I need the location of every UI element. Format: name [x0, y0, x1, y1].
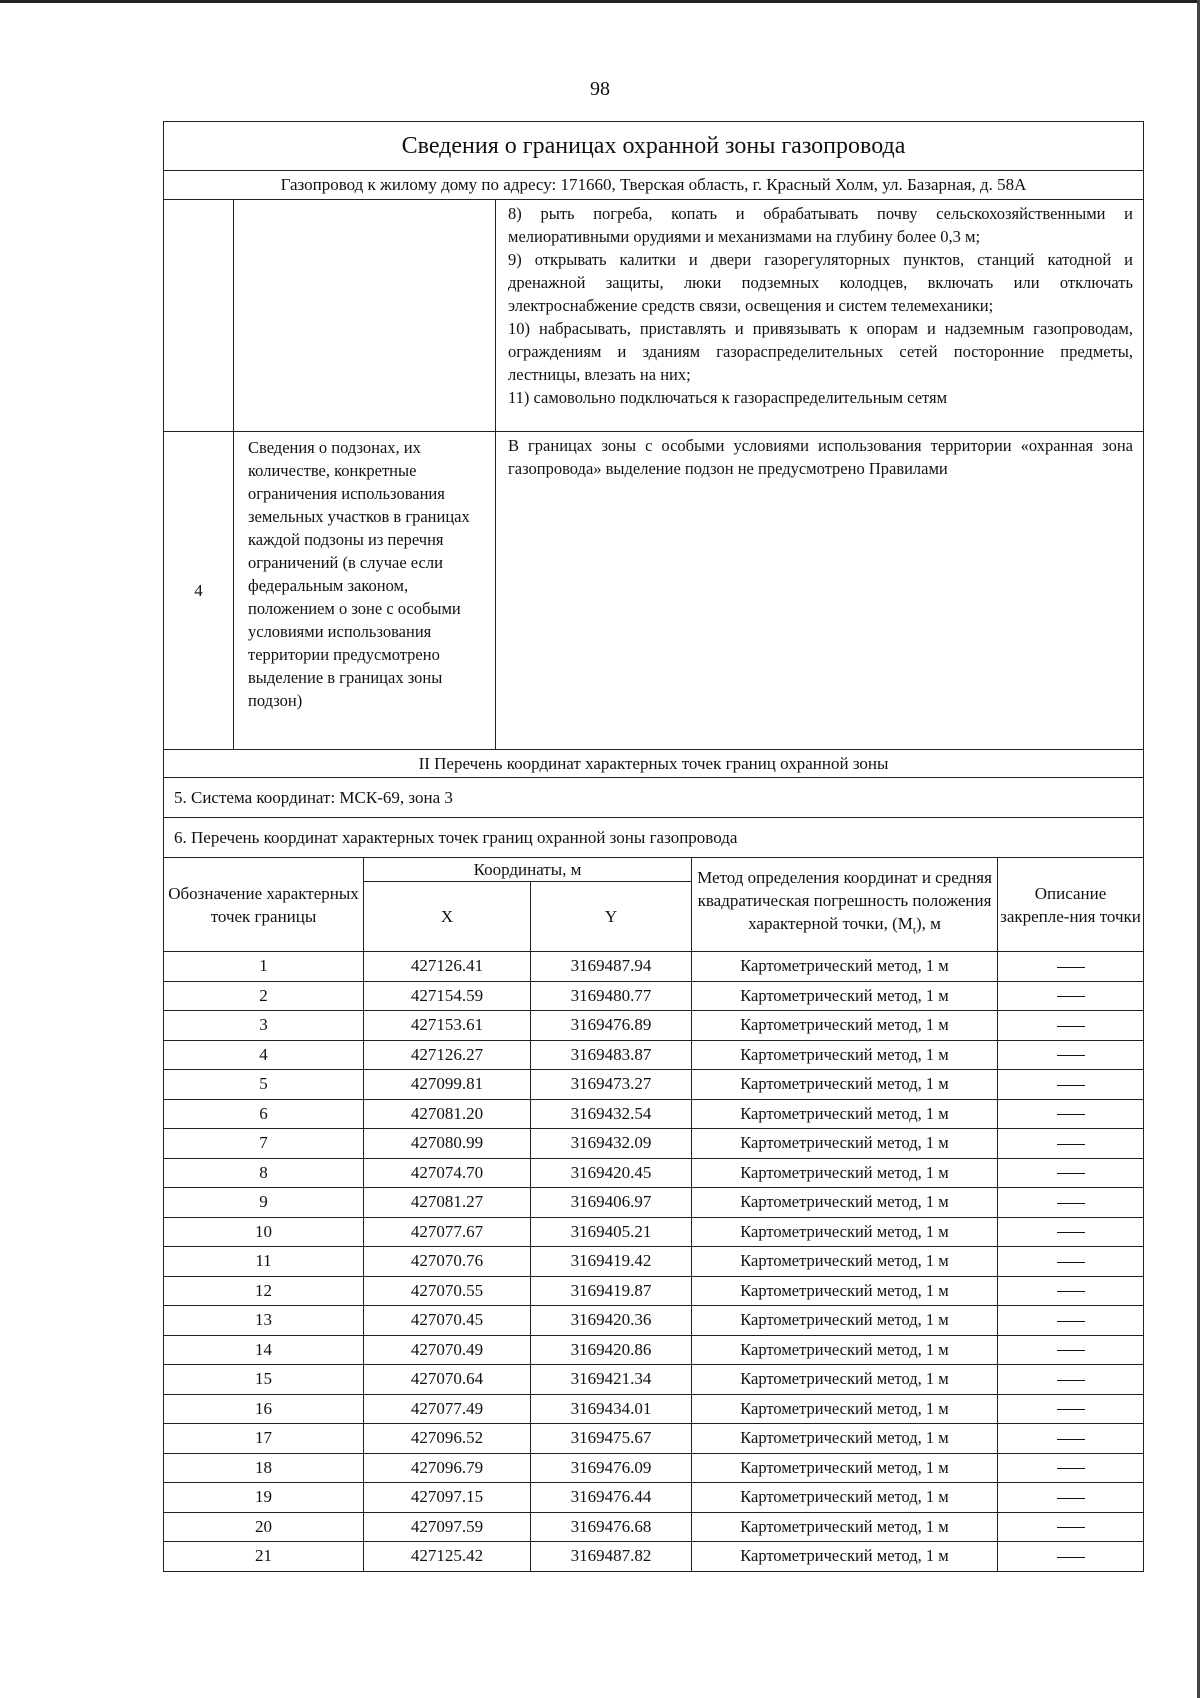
- coord-y: 3169476.44: [531, 1483, 692, 1513]
- coord-x: 427099.81: [364, 1070, 531, 1100]
- coord-x: 427074.70: [364, 1158, 531, 1188]
- method: Картометрический метод, 1 м: [692, 981, 998, 1011]
- coord-x: 427080.99: [364, 1129, 531, 1159]
- point-description: [998, 1512, 1144, 1542]
- point-description: [998, 1011, 1144, 1041]
- point-description: [998, 1542, 1144, 1572]
- dash-mark: [1057, 1527, 1085, 1528]
- coord-y: 3169406.97: [531, 1188, 692, 1218]
- item4-number: 4: [164, 432, 234, 750]
- dash-mark: [1057, 1262, 1085, 1263]
- method: Картометрический метод, 1 м: [692, 1365, 998, 1395]
- scan-edge-top: [0, 0, 1200, 3]
- dash-mark: [1057, 996, 1085, 997]
- coord-y: 3169480.77: [531, 981, 692, 1011]
- method: Картометрический метод, 1 м: [692, 1453, 998, 1483]
- dash-mark: [1057, 1321, 1085, 1322]
- dash-mark: [1057, 1173, 1085, 1174]
- point-number: 10: [164, 1217, 364, 1247]
- method: Картометрический метод, 1 м: [692, 1483, 998, 1513]
- coord-x: 427153.61: [364, 1011, 531, 1041]
- point-description: [998, 952, 1144, 982]
- coord-y: 3169420.36: [531, 1306, 692, 1336]
- item4-value: В границах зоны с особыми условиями использования территории «охранная зона газопровода» выделение подзон не предусмотрено Правилами: [496, 432, 1144, 750]
- restrictions-continued: [496, 200, 1144, 432]
- coord-x: 427126.41: [364, 952, 531, 982]
- coord-list-title: 6. Перечень координат характерных точек границ охранной зоны газопровода: [164, 818, 1144, 858]
- point-description: [998, 1188, 1144, 1218]
- coord-y: 3169419.42: [531, 1247, 692, 1277]
- coord-y: 3169420.45: [531, 1158, 692, 1188]
- point-description: [998, 1070, 1144, 1100]
- header-method-tail: ), м: [915, 914, 941, 934]
- table-row: [164, 1453, 1144, 1483]
- point-number: 5: [164, 1070, 364, 1100]
- restriction-item: 9) открывать калитки и двери газорегуляторных пунктов, станций катодной и дренажной защиты, люки подземных колодцев, включать или отключать электроснабжение средств связи, освещения и систем телемеханики;: [508, 250, 1134, 315]
- document-subtitle: Газопровод к жилому дому по адресу: 171660, Тверская область, г. Красный Холм, ул. Базарная, д. 58А: [164, 171, 1144, 200]
- coord-x: 427154.59: [364, 981, 531, 1011]
- point-number: 17: [164, 1424, 364, 1454]
- point-description: [998, 1099, 1144, 1129]
- point-number: 21: [164, 1542, 364, 1572]
- point-description: [998, 1335, 1144, 1365]
- restriction-item: 8) рыть погреба, копать и обрабатывать почву сельскохозяйственными и мелиоративными орудиями и механизмами на глубину более 0,3 м;: [508, 204, 1134, 246]
- point-description: [998, 1247, 1144, 1277]
- coord-y: 3169419.87: [531, 1276, 692, 1306]
- cont-num-cell: [164, 200, 234, 432]
- dash-mark: [1057, 1291, 1085, 1292]
- coord-y: 3169420.86: [531, 1335, 692, 1365]
- coord-y: 3169434.01: [531, 1394, 692, 1424]
- dash-mark: [1057, 1203, 1085, 1204]
- method: Картометрический метод, 1 м: [692, 1217, 998, 1247]
- point-description: [998, 1040, 1144, 1070]
- coord-y: 3169421.34: [531, 1365, 692, 1395]
- table-row: [164, 1335, 1144, 1365]
- point-number: 6: [164, 1099, 364, 1129]
- coordinates-table: [163, 857, 1144, 1572]
- coord-x: 427070.64: [364, 1365, 531, 1395]
- header-x: X: [364, 882, 531, 952]
- document-sheet: [163, 121, 1143, 1572]
- table-row: [164, 1099, 1144, 1129]
- cont-label-cell: [234, 200, 496, 432]
- coord-x: 427081.20: [364, 1099, 531, 1129]
- point-number: 13: [164, 1306, 364, 1336]
- coord-y: 3169475.67: [531, 1424, 692, 1454]
- coord-x: 427070.76: [364, 1247, 531, 1277]
- method: Картометрический метод, 1 м: [692, 1011, 998, 1041]
- method: Картометрический метод, 1 м: [692, 1129, 998, 1159]
- coord-y: 3169476.68: [531, 1512, 692, 1542]
- dash-mark: [1057, 967, 1085, 968]
- coord-y: 3169487.82: [531, 1542, 692, 1572]
- point-description: [998, 1158, 1144, 1188]
- point-number: 3: [164, 1011, 364, 1041]
- header-method-text: Метод определения координат и средняя квадратическая погрешность положения характерной точки, (M: [697, 868, 992, 934]
- method: Картометрический метод, 1 м: [692, 1424, 998, 1454]
- method: Картометрический метод, 1 м: [692, 1335, 998, 1365]
- dash-mark: [1057, 1468, 1085, 1469]
- method: Картометрический метод, 1 м: [692, 1158, 998, 1188]
- coord-x: 427097.59: [364, 1512, 531, 1542]
- dash-mark: [1057, 1144, 1085, 1145]
- coord-x: 427097.15: [364, 1483, 531, 1513]
- table-row: [164, 1483, 1144, 1513]
- point-number: 15: [164, 1365, 364, 1395]
- table-row: [164, 1365, 1144, 1395]
- dash-mark: [1057, 1350, 1085, 1351]
- coord-x: 427077.49: [364, 1394, 531, 1424]
- dash-mark: [1057, 1439, 1085, 1440]
- table-row: [164, 1276, 1144, 1306]
- point-number: 14: [164, 1335, 364, 1365]
- document-title: Сведения о границах охранной зоны газопровода: [164, 122, 1144, 171]
- method: Картометрический метод, 1 м: [692, 952, 998, 982]
- header-coords: Координаты, м: [364, 858, 692, 882]
- coord-x: 427096.79: [364, 1453, 531, 1483]
- coord-x: 427070.45: [364, 1306, 531, 1336]
- table-row: [164, 1070, 1144, 1100]
- coord-x: 427070.49: [364, 1335, 531, 1365]
- method: Картометрический метод, 1 м: [692, 1040, 998, 1070]
- coord-y: 3169483.87: [531, 1040, 692, 1070]
- method: Картометрический метод, 1 м: [692, 1394, 998, 1424]
- table-row: [164, 1424, 1144, 1454]
- section2-title: II Перечень координат характерных точек границ охранной зоны: [164, 750, 1144, 778]
- point-number: 1: [164, 952, 364, 982]
- table-row: [164, 1011, 1144, 1041]
- coord-y: 3169476.89: [531, 1011, 692, 1041]
- table-row: [164, 1040, 1144, 1070]
- point-description: [998, 1453, 1144, 1483]
- method: Картометрический метод, 1 м: [692, 1247, 998, 1277]
- table-row: [164, 981, 1144, 1011]
- coord-y: 3169405.21: [531, 1217, 692, 1247]
- coord-x: 427125.42: [364, 1542, 531, 1572]
- method: Картометрический метод, 1 м: [692, 1070, 998, 1100]
- table-row: [164, 1394, 1144, 1424]
- point-number: 8: [164, 1158, 364, 1188]
- method: Картометрический метод, 1 м: [692, 1306, 998, 1336]
- dash-mark: [1057, 1557, 1085, 1558]
- table-row: [164, 1158, 1144, 1188]
- point-description: [998, 1129, 1144, 1159]
- dash-mark: [1057, 1498, 1085, 1499]
- point-number: 12: [164, 1276, 364, 1306]
- point-description: [998, 1306, 1144, 1336]
- dash-mark: [1057, 1026, 1085, 1027]
- method: Картометрический метод, 1 м: [692, 1188, 998, 1218]
- point-number: 20: [164, 1512, 364, 1542]
- coord-system: 5. Система координат: МСК-69, зона 3: [164, 778, 1144, 818]
- dash-mark: [1057, 1380, 1085, 1381]
- method: Картометрический метод, 1 м: [692, 1276, 998, 1306]
- header-designation: Обозначение характерных точек границы: [164, 858, 364, 952]
- coord-x: 427081.27: [364, 1188, 531, 1218]
- coord-y: 3169473.27: [531, 1070, 692, 1100]
- point-description: [998, 981, 1144, 1011]
- point-number: 11: [164, 1247, 364, 1277]
- point-number: 9: [164, 1188, 364, 1218]
- point-number: 7: [164, 1129, 364, 1159]
- point-number: 18: [164, 1453, 364, 1483]
- point-description: [998, 1276, 1144, 1306]
- dash-mark: [1057, 1409, 1085, 1410]
- coord-y: 3169432.54: [531, 1099, 692, 1129]
- point-description: [998, 1365, 1144, 1395]
- coord-x: 427096.52: [364, 1424, 531, 1454]
- dash-mark: [1057, 1114, 1085, 1115]
- coord-y: 3169432.09: [531, 1129, 692, 1159]
- method: Картометрический метод, 1 м: [692, 1542, 998, 1572]
- point-number: 16: [164, 1394, 364, 1424]
- table-row: [164, 1217, 1144, 1247]
- table-row: [164, 1306, 1144, 1336]
- table-row: [164, 1247, 1144, 1277]
- table-row: [164, 952, 1144, 982]
- table-row: [164, 1542, 1144, 1572]
- table-row: [164, 1512, 1144, 1542]
- item4-label: Сведения о подзонах, их количестве, конкретные ограничения использования земельных участков в границах каждой подзоны из перечня ограничений (в случае если федеральным законом, положением о зоне с особыми условиями использования территории предусмотрено выделение в границах зоны подзон): [234, 432, 496, 750]
- coord-x: 427126.27: [364, 1040, 531, 1070]
- point-description: [998, 1217, 1144, 1247]
- restriction-item: 11) самовольно подключаться к газораспределительным сетям: [508, 388, 948, 407]
- dash-mark: [1057, 1085, 1085, 1086]
- coord-y: 3169476.09: [531, 1453, 692, 1483]
- point-number: 2: [164, 981, 364, 1011]
- restriction-item: 10) набрасывать, приставлять и привязывать к опорам и надземным газопроводам, ограждениям и зданиям газораспределительных сетей посторонние предметы, лестницы, влезать на них;: [508, 319, 1134, 384]
- page-number: 98: [590, 78, 610, 100]
- header-method-sub: t: [912, 924, 916, 937]
- point-description: [998, 1394, 1144, 1424]
- dash-mark: [1057, 1055, 1085, 1056]
- method: Картометрический метод, 1 м: [692, 1512, 998, 1542]
- table-row: [164, 1188, 1144, 1218]
- header-description: Описание закрепле-ния точки: [998, 858, 1144, 952]
- zone-info-table: [163, 121, 1144, 858]
- coordinate-rows: [164, 952, 1144, 1572]
- table-row: [164, 1129, 1144, 1159]
- coord-x: 427070.55: [364, 1276, 531, 1306]
- method: Картометрический метод, 1 м: [692, 1099, 998, 1129]
- coord-x: 427077.67: [364, 1217, 531, 1247]
- point-number: 4: [164, 1040, 364, 1070]
- point-description: [998, 1483, 1144, 1513]
- point-number: 19: [164, 1483, 364, 1513]
- dash-mark: [1057, 1232, 1085, 1233]
- header-method: [692, 858, 998, 952]
- header-y: Y: [531, 882, 692, 952]
- coord-y: 3169487.94: [531, 952, 692, 982]
- point-description: [998, 1424, 1144, 1454]
